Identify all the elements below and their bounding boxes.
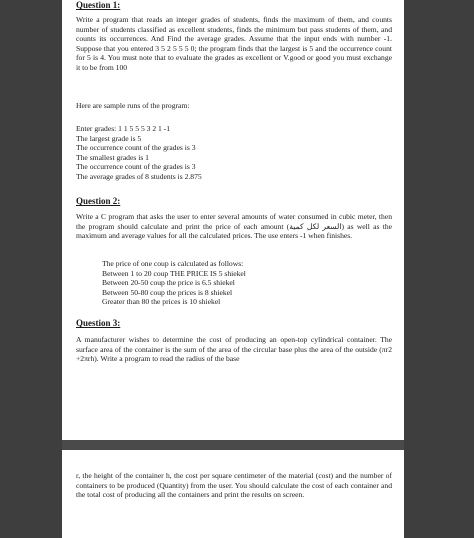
price-list	[102, 259, 246, 307]
price-line: Between 20-50 coup the price is 6.5 shiekel	[102, 278, 235, 288]
sample-line: The smallest grades is 1	[76, 152, 149, 162]
sample-output	[76, 124, 202, 182]
price-line: Between 50-80 coup the prices is 8 shiekel	[102, 287, 233, 297]
sample-line: The largest grade is 5	[76, 133, 142, 143]
sample-intro: Here are sample runs of the program:	[76, 101, 190, 110]
price-line: Greater than 80 the prices is 10 shiekel	[102, 297, 221, 307]
document-page-1	[62, 0, 404, 440]
question-3-continuation: r, the height of the container h, the cost per square centimeter of the material (cost) and the number of containers to be produced (Quantity) from the user. You should calculate the cost of each container and the total cost of producing all the containers and print the results on screen.	[76, 471, 392, 500]
price-line: Between 1 to 20 coup THE PRICE IS 5 shiekel	[102, 268, 246, 278]
sample-line: The average grades of 8 students is 2.875	[76, 171, 202, 181]
document-page-2	[62, 450, 404, 538]
question-3-heading: Question 3:	[76, 318, 121, 328]
right-background	[404, 0, 474, 538]
left-background	[0, 0, 62, 538]
question-3-text: A manufacturer wishes to determine the cost of producing an open-top cylindrical container. The surface area of the container is the sum of the area of the circular base plus the area of the outside (πr2 +2πrh). Write a program to read the radius of the base	[76, 335, 392, 364]
question-2-heading: Question 2:	[76, 196, 121, 206]
price-line: The price of one coup is calculated as follows:	[102, 259, 244, 268]
sample-line: The occurrence count of the grades is 3	[76, 143, 196, 153]
sample-line: Enter grades: 1 1 5 5 5 3 2 1 -1	[76, 124, 171, 133]
sample-line: The occurrence count of the grades is 3	[76, 162, 196, 172]
question-1-heading: Question 1:	[76, 0, 121, 10]
question-1-text: Write a program that reads an integer grades of students, finds the maximum of them, and counts number of students classified as excellent students, finds the minimum but pass students of them, and counts its occurrences. And Find the average grades. Assume that the input ends with number -1. Suppose that you entered 3 5 2 5 5 5 0; the program finds that the largest is 5 and the occurrence count for 5 is 4. You must note that to evaluate the grades as excellent or V.good or good you must exchange it to be from 100	[76, 15, 392, 72]
question-2-text: Write a C program that asks the user to enter several amounts of water consumed in cubic meter, then the program should calculate and print the price of each amount (السعر لكل كمية) as well as the maximum and average values for all the calculated prices. The use enters -1 when finishes.	[76, 212, 392, 241]
